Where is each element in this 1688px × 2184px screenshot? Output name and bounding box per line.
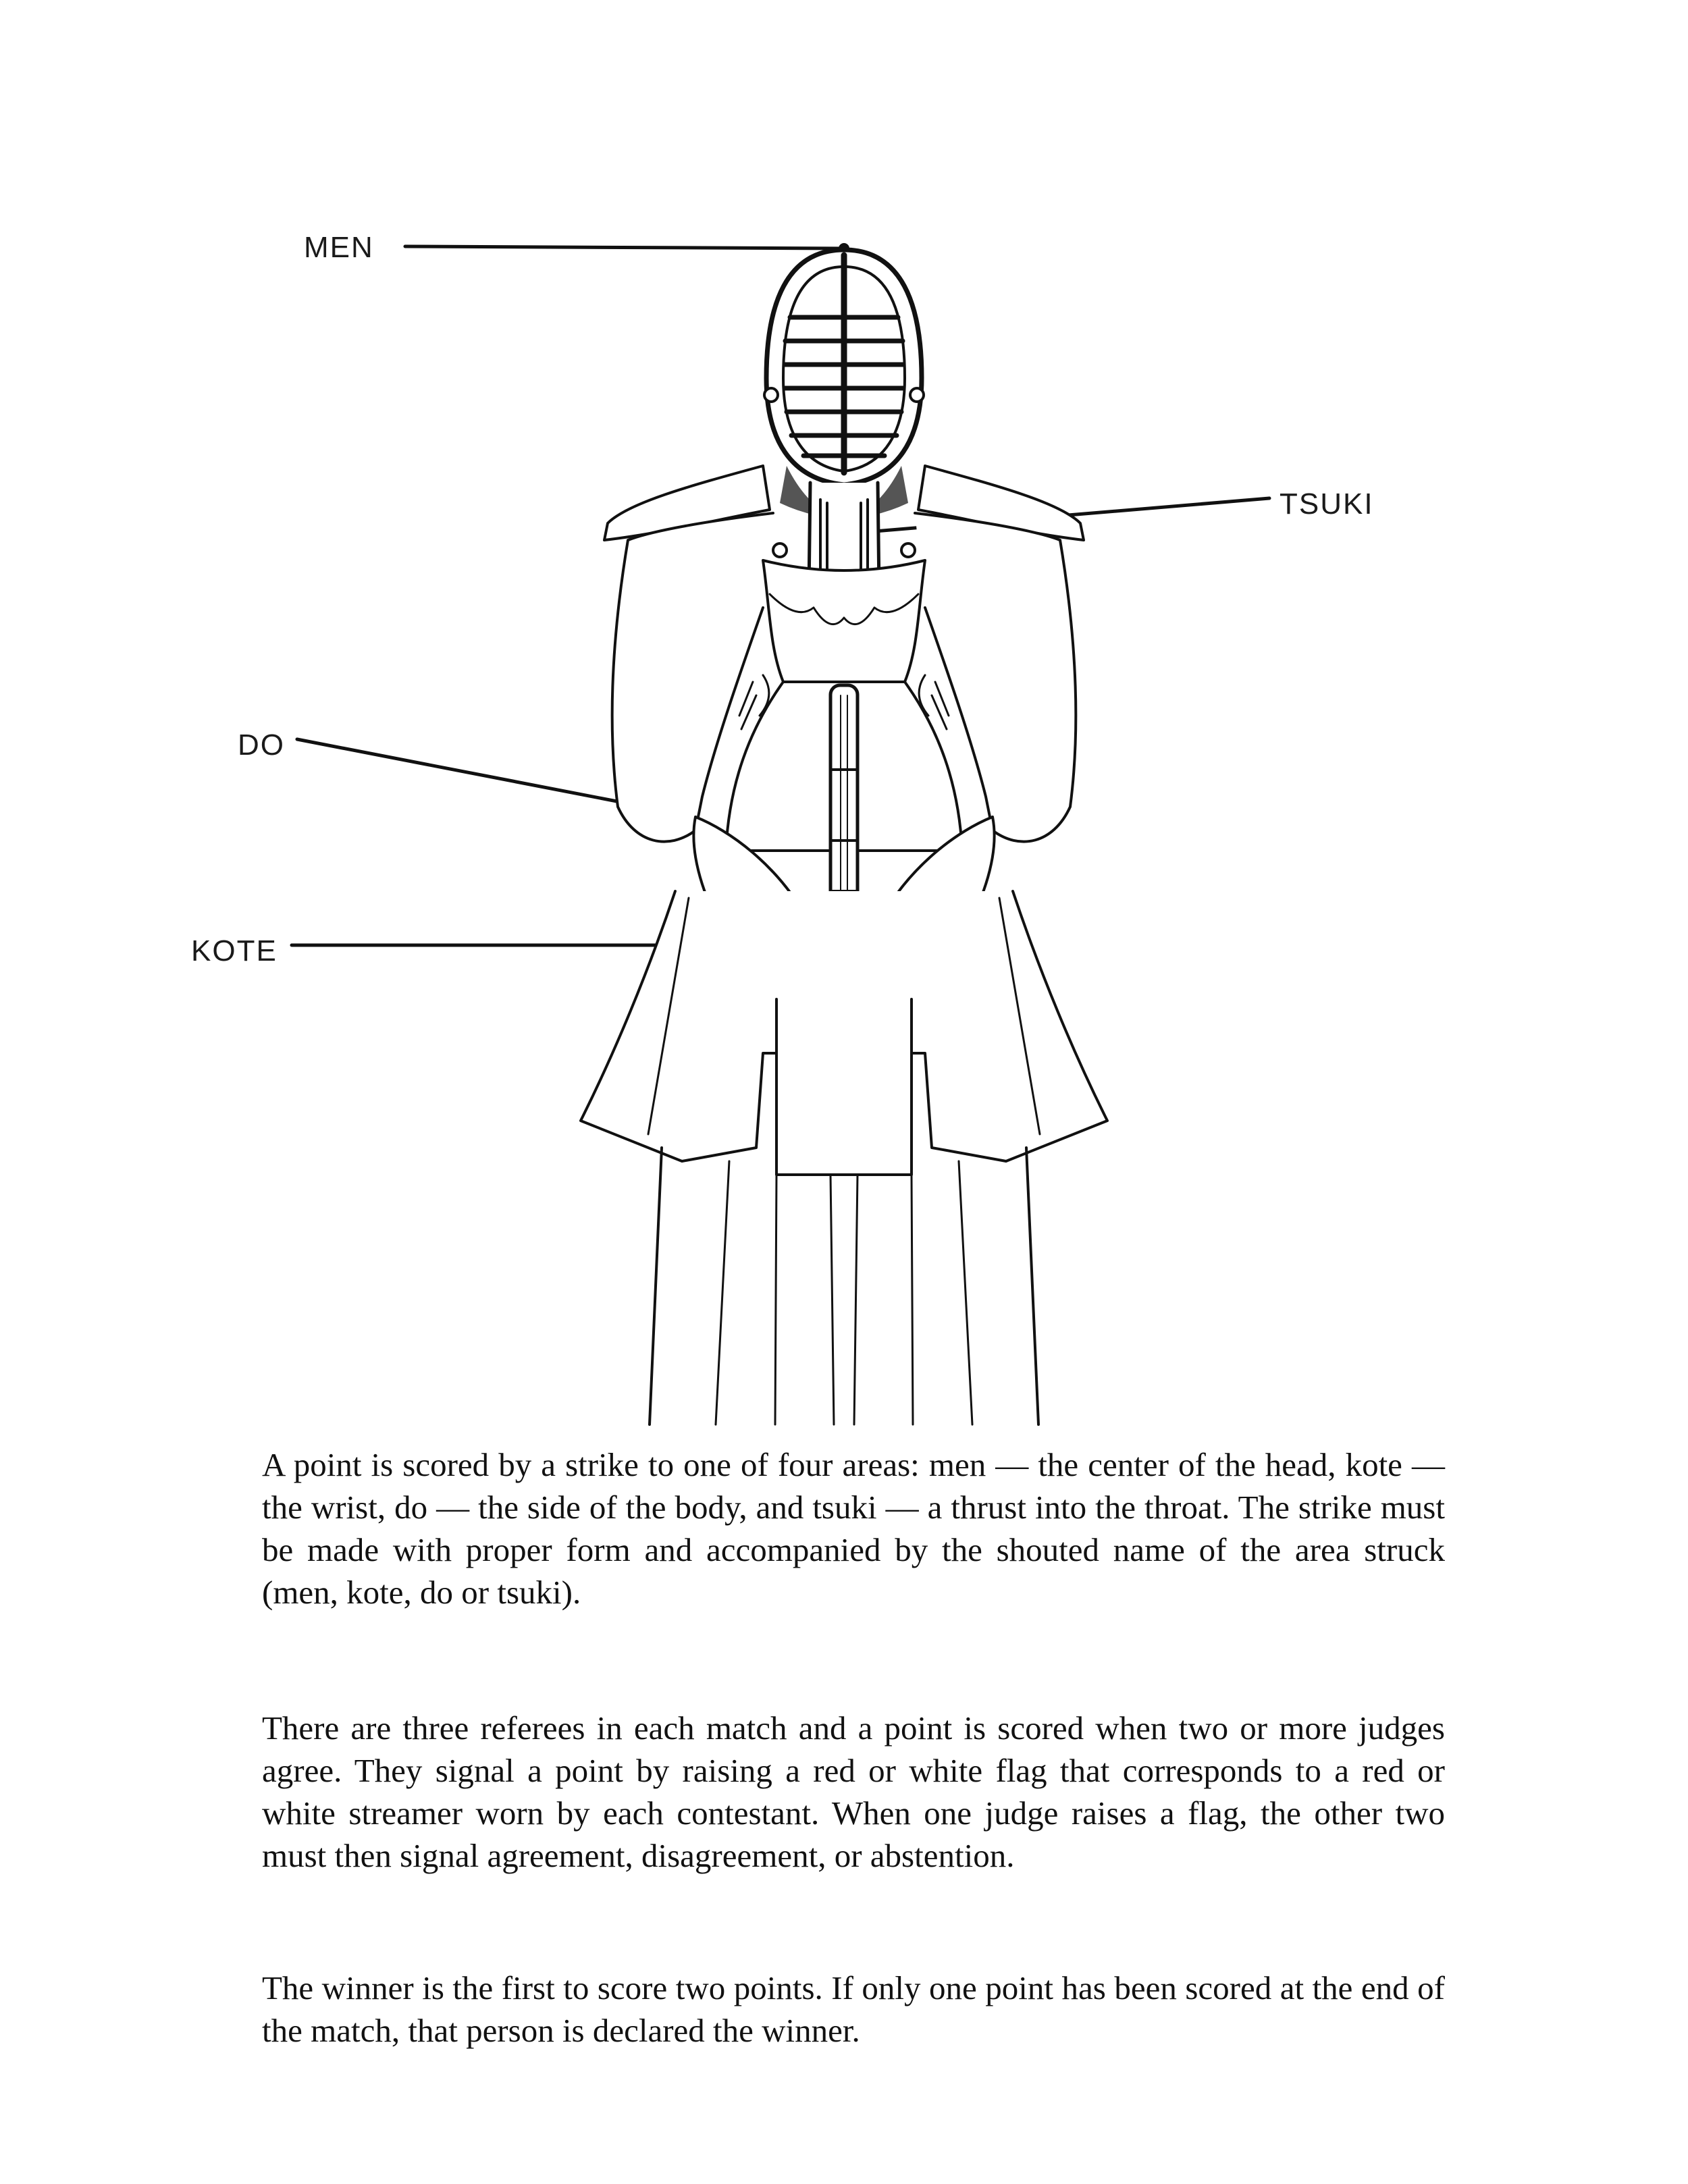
winner-paragraph: The winner is the first to score two points. If only one point has been scored at the end of the match, that person is declared the winner. <box>262 1969 1445 2049</box>
scoring-areas-paragraph: A point is scored by a strike to one of four areas: men — the center of the head, kote — the wrist, do — the side of the body, and tsuki — a thrust into the throat. The strike must be made with proper form and accompanied by the shouted name of the area struck (men, kote, do or tsuki). <box>262 1446 1445 1611</box>
do-callout-line <box>297 739 645 807</box>
tsuki-label: TSUKI <box>1280 487 1374 521</box>
center-flap <box>776 999 912 1175</box>
chest-protector <box>763 560 925 682</box>
referees-paragraph: There are three referees in each match and a point is scored when two or more judges agree. They signal a point by raising a red or white flag that corresponds to a red or white streamer worn by each contestant. When one judge raises a flag, the other two must then signal agreement, disagreement, or abstention. <box>262 1709 1445 1874</box>
men-callout-line <box>405 246 844 248</box>
men-label: MEN <box>304 231 374 264</box>
kote-label: KOTE <box>191 934 278 967</box>
do-label: DO <box>238 728 285 762</box>
hakama <box>650 1148 1038 1424</box>
